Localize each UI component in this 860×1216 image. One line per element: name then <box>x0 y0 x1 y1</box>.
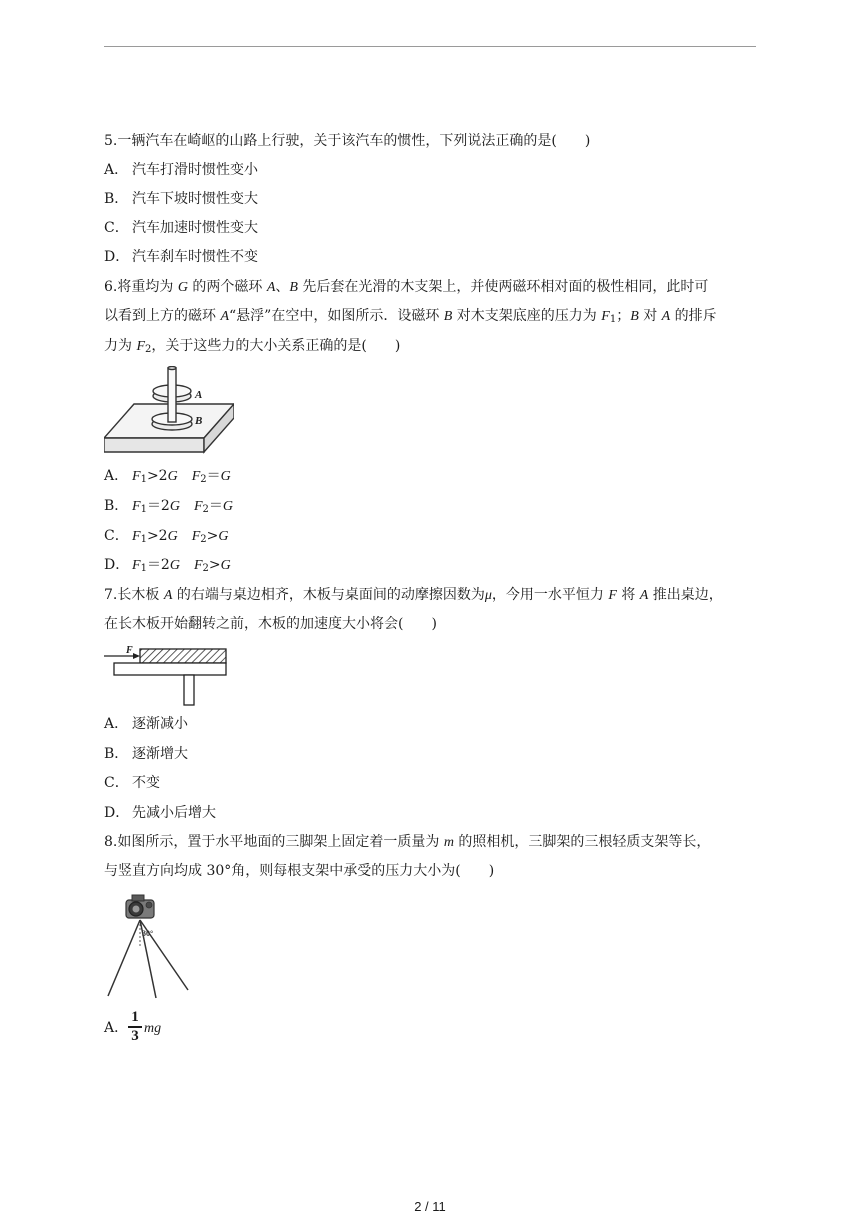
q7-option-c: C． 不变 <box>104 775 160 791</box>
q8-option-a-mg: mg <box>144 1021 162 1036</box>
q6-option-a: A． $F_1>2G$ $F_2=G$ <box>104 468 231 485</box>
ring-b-label: B <box>195 415 203 427</box>
q7-option-b: B． 逐渐增大 <box>104 746 188 762</box>
q5-stem: 5.一辆汽车在崎岖的山路上行驶，关于该汽车的惯性，下列说法正确的是( ) <box>104 133 591 149</box>
q6-stem-line3: 力为 $F_2$，关于这些力的大小关系正确的是( ) <box>104 338 401 355</box>
q8-option-a-label: A． <box>104 1020 129 1036</box>
q6-option-d: D． $F_1=2G$ $F_2>G$ <box>104 557 231 574</box>
tripod-camera-figure <box>104 892 194 1000</box>
board-on-table-figure <box>104 644 232 706</box>
q6-stem-line1: 6.将重均为 G 的两个磁环 A、B 先后套在光滑的木支架上，并使两磁环相对面的极性相同，此时可 <box>104 279 709 295</box>
header-rule <box>104 46 756 47</box>
q6-option-c: C． $F_1>2G$ $F_2>G$ <box>104 528 229 545</box>
magnet-rings-figure <box>104 366 234 456</box>
q7-option-a: A． 逐渐减小 <box>104 716 188 732</box>
q5-option-c: C． 汽车加速时惯性变大 <box>104 220 258 236</box>
angle-label: 30° <box>142 929 154 938</box>
q8-stem-line1: 8.如图所示，置于水平地面的三脚架上固定着一质量为 m 的照相机，三脚架的三根轻质支架等长， <box>104 834 711 850</box>
fraction-denominator: 3 <box>131 1027 139 1044</box>
q5-option-a: A． 汽车打滑时惯性变小 <box>104 162 258 178</box>
q5-option-b: B． 汽车下坡时惯性变大 <box>104 191 258 207</box>
q8-stem-line2: 与竖直方向均成 30°角，则每根支架中承受的压力大小为( ) <box>104 863 495 879</box>
page-number: 2 / 11 <box>414 1199 446 1214</box>
q6-option-b: B． $F_1=2G$ $F_2=G$ <box>104 498 234 515</box>
q7-option-d: D． 先减小后增大 <box>104 805 216 821</box>
q5-option-d: D． 汽车刹车时惯性不变 <box>104 249 258 265</box>
fraction-numerator: 1 <box>131 1009 139 1025</box>
ring-a-label: A <box>195 389 203 401</box>
q7-stem-line1: 7.长木板 A 的右端与桌边相齐，木板与桌面间的动摩擦因数为μ，今用一水平恒力 F 将 A 推出桌边， <box>104 587 723 603</box>
q7-stem-line2: 在长木板开始翻转之前，木板的加速度大小将会( ) <box>104 616 437 632</box>
force-f-label: F <box>126 645 133 656</box>
q8-option-a-fraction <box>128 1010 142 1044</box>
q6-stem-line2: 以看到上方的磁环 A“悬浮”在空中，如图所示．设磁环 B 对木支架底座的压力为 $F_1$；B 对 A 的排斥 <box>104 308 717 325</box>
